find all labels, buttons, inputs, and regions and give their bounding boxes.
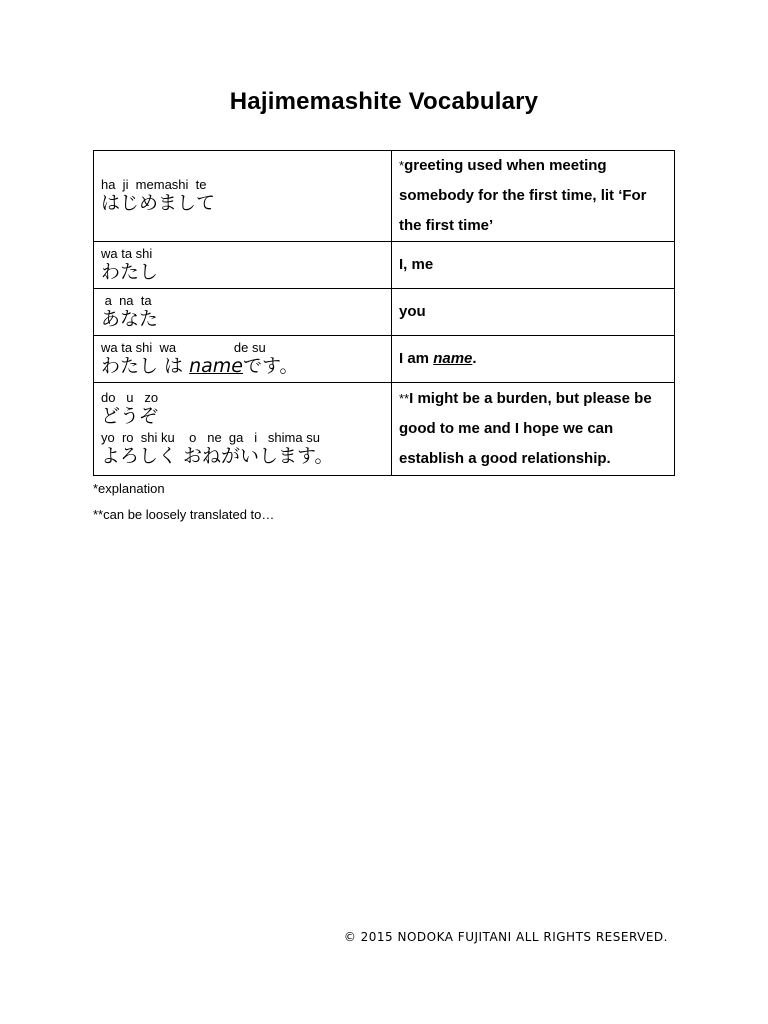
romaji-reading: do u zo	[101, 390, 159, 405]
meaning-text	[399, 344, 668, 374]
meaning-prefix: I am	[399, 350, 434, 367]
footnote-explanation: *explanation	[93, 481, 165, 496]
romaji-reading: wa ta shi wa de su	[101, 340, 266, 355]
kana-prefix: わたし は	[101, 355, 190, 377]
copyright-notice: © 2015 NODOKA FUJITANI ALL RIGHTS RESERVED.	[343, 930, 668, 944]
table-row	[94, 151, 675, 242]
romaji-reading: yo ro shi ku o ne ga i shima su	[101, 430, 320, 445]
hiragana-text: はじめまして	[101, 192, 216, 214]
footnote-marker: **	[399, 391, 410, 406]
english-cell	[392, 383, 675, 476]
english-cell	[392, 336, 675, 383]
hiragana-text: わたし	[101, 261, 159, 283]
kana-suffix: です。	[242, 355, 299, 377]
english-cell	[392, 242, 675, 289]
footnote-translation: **can be loosely translated to…	[93, 507, 275, 522]
japanese-cell	[94, 242, 392, 289]
romaji-reading: wa ta shi	[101, 246, 153, 261]
japanese-cell	[94, 289, 392, 336]
meaning-text	[399, 384, 668, 474]
table-row	[94, 336, 675, 383]
vocabulary-table	[93, 150, 675, 476]
footnote-marker: *	[399, 158, 405, 173]
meaning-text: you	[399, 303, 426, 320]
table-row	[94, 242, 675, 289]
romaji-reading: ha ji memashi te	[101, 177, 207, 192]
meaning-text	[399, 151, 668, 241]
meaning-text: I, me	[399, 256, 434, 273]
japanese-cell	[94, 336, 392, 383]
hiragana-text: あなた	[101, 308, 159, 330]
japanese-cell	[94, 383, 392, 476]
japanese-cell	[94, 151, 392, 242]
english-cell	[392, 289, 675, 336]
table-row	[94, 289, 675, 336]
meaning-suffix: .	[472, 350, 477, 367]
hiragana-text	[101, 355, 391, 377]
hiragana-text: よろしく おねがいします。	[101, 445, 334, 467]
english-cell	[392, 151, 675, 242]
meaning-label: I might be a burden, but please be good to me and I hope we can establish a good relationship.	[399, 390, 652, 467]
table-row	[94, 383, 675, 476]
meaning-label: greeting used when meeting somebody for the first time, lit ‘For the first time’	[399, 157, 647, 234]
page-title: Hajimemashite Vocabulary	[229, 88, 539, 115]
romaji-reading: a na ta	[101, 293, 152, 308]
name-placeholder: name	[189, 355, 243, 377]
name-placeholder: name	[433, 350, 473, 367]
hiragana-text: どうぞ	[101, 405, 159, 427]
